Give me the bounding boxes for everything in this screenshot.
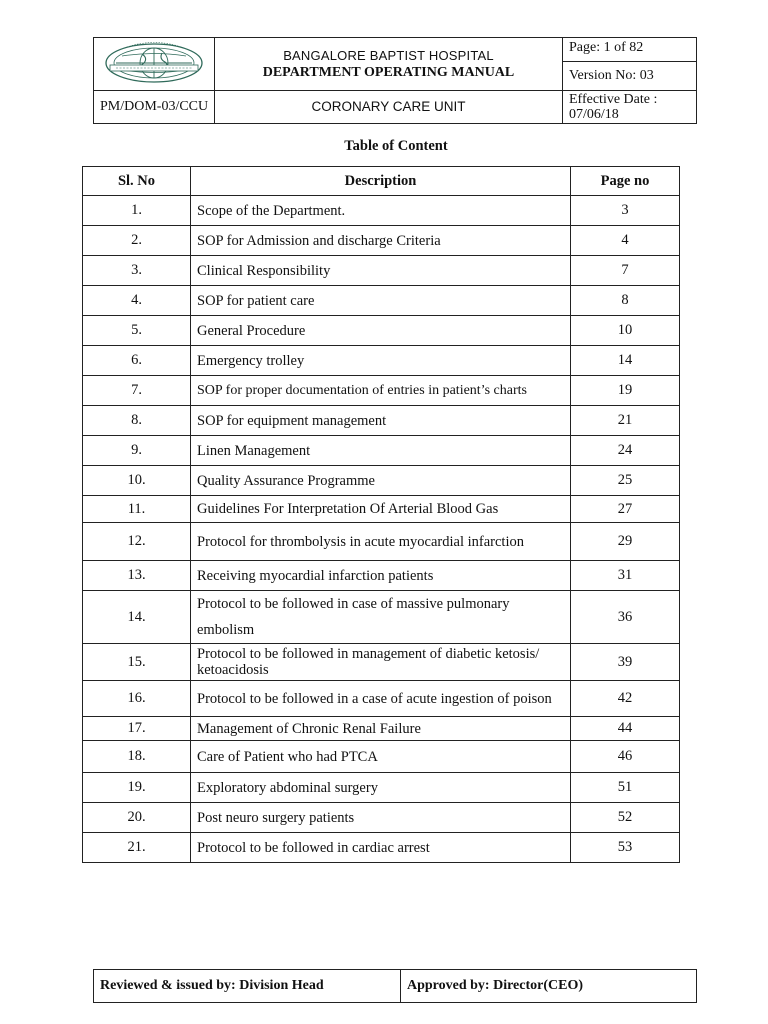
row-description: Management of Chronic Renal Failure (191, 717, 571, 741)
unit-cell (215, 91, 563, 124)
table-row (83, 591, 680, 644)
row-sl: 6. (83, 346, 191, 376)
row-description: Exploratory abdominal surgery (191, 773, 571, 803)
toc-table (82, 166, 680, 863)
row-page: 29 (571, 523, 680, 561)
row-page: 51 (571, 773, 680, 803)
row-sl: 19. (83, 773, 191, 803)
table-row (83, 316, 680, 346)
row-page: 36 (571, 591, 680, 644)
row-description: Protocol to be followed in management of diabetic ketosis/ ketoacidosis (191, 644, 571, 681)
table-row (83, 226, 680, 256)
table-row (83, 256, 680, 286)
row-sl: 11. (83, 496, 191, 523)
document-header (93, 37, 697, 124)
row-page: 27 (571, 496, 680, 523)
row-sl: 14. (83, 591, 191, 644)
effective-date-value: 07/06/18 (569, 107, 619, 122)
row-description: Protocol for thrombolysis in acute myocardial infarction (191, 523, 571, 561)
table-row (83, 561, 680, 591)
row-page: 14 (571, 346, 680, 376)
globe-emblem-icon (102, 39, 206, 85)
row-description: Receiving myocardial infarction patients (191, 561, 571, 591)
row-page: 31 (571, 561, 680, 591)
document-footer (93, 969, 697, 1003)
row-sl: 13. (83, 561, 191, 591)
table-row (83, 741, 680, 773)
row-page: 39 (571, 644, 680, 681)
row-sl: 17. (83, 717, 191, 741)
row-description: Post neuro surgery patients (191, 803, 571, 833)
row-description: SOP for Admission and discharge Criteria (191, 226, 571, 256)
col-header-description: Description (191, 167, 571, 196)
row-description: Protocol to be followed in case of massive pulmonary embolism (191, 591, 571, 644)
row-sl: 18. (83, 741, 191, 773)
reviewed-by: Reviewed & issued by: Division Head (94, 970, 401, 1003)
unit-name: CORONARY CARE UNIT (311, 99, 466, 114)
table-row (83, 496, 680, 523)
manual-title: DEPARTMENT OPERATING MANUAL (262, 64, 515, 80)
table-row (83, 833, 680, 863)
row-description: Emergency trolley (191, 346, 571, 376)
row-sl: 7. (83, 376, 191, 406)
table-row (83, 803, 680, 833)
table-row (83, 466, 680, 496)
row-sl: 10. (83, 466, 191, 496)
row-description: SOP for patient care (191, 286, 571, 316)
table-row (83, 681, 680, 717)
row-description: Guidelines For Interpretation Of Arterial Blood Gas (191, 496, 571, 523)
row-page: 19 (571, 376, 680, 406)
table-row (83, 717, 680, 741)
row-sl: 1. (83, 196, 191, 226)
toc-title: Table of Content (344, 138, 448, 154)
row-description: General Procedure (191, 316, 571, 346)
row-sl: 4. (83, 286, 191, 316)
row-sl: 8. (83, 406, 191, 436)
table-row (83, 196, 680, 226)
table-row (83, 436, 680, 466)
row-description: Protocol to be followed in cardiac arrest (191, 833, 571, 863)
table-row (83, 523, 680, 561)
row-description: Protocol to be followed in a case of acute ingestion of poison (191, 681, 571, 717)
row-page: 44 (571, 717, 680, 741)
row-description: Care of Patient who had PTCA (191, 741, 571, 773)
approved-by: Approved by: Director(CEO) (401, 970, 697, 1003)
row-description: SOP for equipment management (191, 406, 571, 436)
page-version-cell (563, 38, 697, 91)
row-page: 21 (571, 406, 680, 436)
row-page: 4 (571, 226, 680, 256)
col-header-page: Page no (571, 167, 680, 196)
effective-date-label: Effective Date : (569, 92, 658, 107)
row-page: 25 (571, 466, 680, 496)
doc-code: PM/DOM-03/CCU (94, 91, 215, 124)
row-page: 7 (571, 256, 680, 286)
row-description: Quality Assurance Programme (191, 466, 571, 496)
row-sl: 15. (83, 644, 191, 681)
version-number: Version No: 03 (569, 68, 654, 83)
col-header-slno: Sl. No (83, 167, 191, 196)
row-description: Clinical Responsibility (191, 256, 571, 286)
row-page: 52 (571, 803, 680, 833)
hospital-name: BANGALORE BAPTIST HOSPITAL (283, 47, 494, 63)
toc-header-row (83, 167, 680, 196)
row-sl: 5. (83, 316, 191, 346)
table-row (83, 773, 680, 803)
row-description: SOP for proper documentation of entries in patient’s charts (191, 376, 571, 406)
row-page: 53 (571, 833, 680, 863)
row-sl: 21. (83, 833, 191, 863)
row-sl: 3. (83, 256, 191, 286)
table-row (83, 286, 680, 316)
row-sl: 9. (83, 436, 191, 466)
table-row (83, 406, 680, 436)
effective-date-cell (563, 91, 697, 124)
row-page: 42 (571, 681, 680, 717)
title-cell (215, 38, 563, 91)
row-sl: 16. (83, 681, 191, 717)
logo-cell (94, 38, 215, 91)
page-info: Page: 1 of 82 (563, 38, 696, 62)
table-row (83, 644, 680, 681)
row-sl: 2. (83, 226, 191, 256)
row-description: Scope of the Department. (191, 196, 571, 226)
row-sl: 20. (83, 803, 191, 833)
row-page: 3 (571, 196, 680, 226)
row-page: 46 (571, 741, 680, 773)
row-page: 8 (571, 286, 680, 316)
row-sl: 12. (83, 523, 191, 561)
table-row (83, 346, 680, 376)
row-description: Linen Management (191, 436, 571, 466)
row-page: 10 (571, 316, 680, 346)
table-row (83, 376, 680, 406)
row-page: 24 (571, 436, 680, 466)
